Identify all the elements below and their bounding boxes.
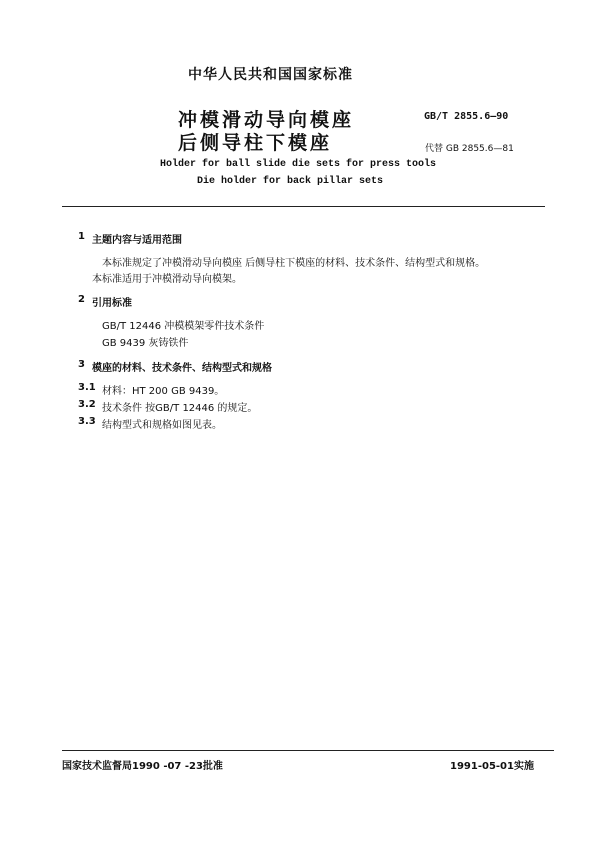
subsection-number: 3.2 — [78, 399, 96, 410]
header-divider — [62, 206, 545, 207]
section-number: 2 — [78, 294, 85, 305]
footer-divider — [62, 750, 554, 751]
english-title-line-1: Holder for ball slide die sets for press tools — [160, 159, 437, 170]
subsection-text: 结构型式和规格如图见表。 — [102, 420, 222, 431]
section-heading: 主题内容与适用范围 — [92, 235, 182, 246]
subsection-text: 技术条件 按GB/T 12446 的规定。 — [102, 403, 258, 414]
section-heading: 引用标准 — [92, 298, 132, 309]
reference-item: GB/T 12446 冲模模架零件技术条件 — [102, 321, 265, 332]
replaces-standard: 代替 GB 2855.6—81 — [425, 144, 514, 154]
section-heading: 模座的材料、技术条件、结构型式和规格 — [92, 363, 272, 374]
issuing-organization: 中华人民共和国国家标准 — [188, 67, 353, 83]
paragraph: 本标准规定了冲模滑动导向模座 后侧导柱下模座的材料、技术条件、结构型式和规格。 — [102, 258, 486, 269]
section-number: 3 — [78, 359, 85, 370]
section-number: 1 — [78, 231, 85, 242]
english-title-line-2: Die holder for back pillar sets — [197, 176, 384, 187]
title-line-1: 冲模滑动导向模座 — [178, 109, 355, 131]
paragraph: 本标准适用于冲模滑动导向模架。 — [92, 274, 242, 285]
subsection-number: 3.3 — [78, 416, 96, 427]
subsection-text: 材料：HT 200 GB 9439。 — [102, 386, 225, 397]
approval-date: 国家技术监督局1990 -07 -23批准 — [62, 761, 223, 772]
title-line-2: 后侧导柱下模座 — [178, 132, 333, 154]
effective-date: 1991-05-01实施 — [450, 761, 534, 772]
reference-item: GB 9439 灰铸铁件 — [102, 338, 189, 349]
subsection-number: 3.1 — [78, 382, 96, 393]
standard-number: GB/T 2855.6—90 — [424, 111, 509, 122]
